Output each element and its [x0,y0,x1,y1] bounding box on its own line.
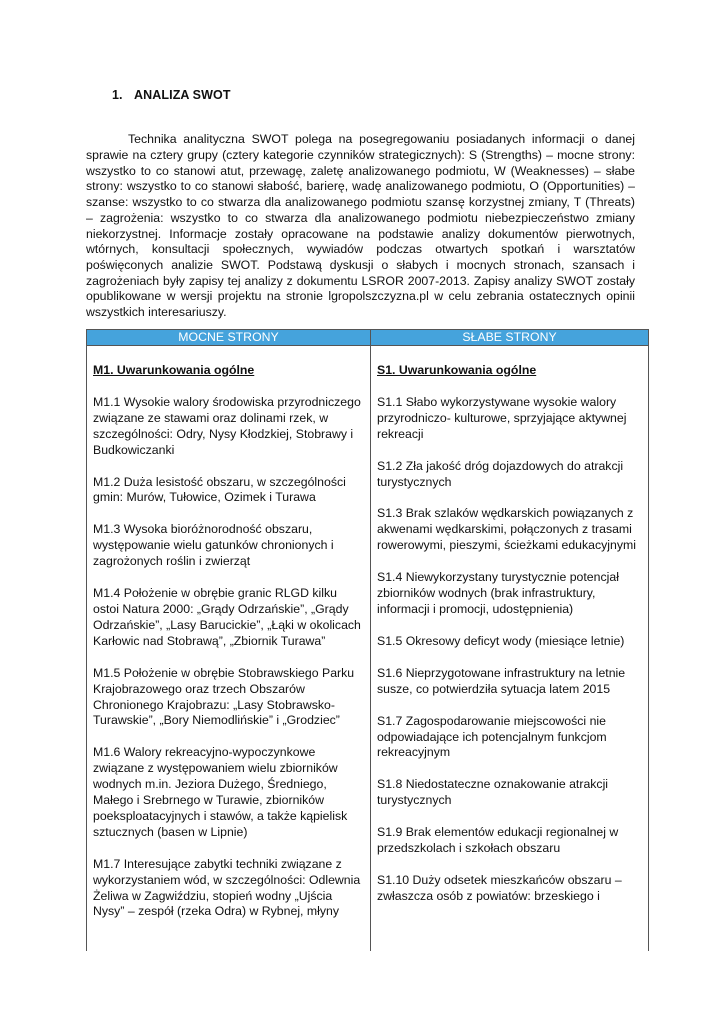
weakness-item: S1.10 Duży odsetek mieszkańców obszaru – zwłaszcza osób z powiatów: brzeskiego i [377,872,622,903]
weakness-item: S1.7 Zagospodarowanie miejscowości nie odpowiadające ich potencjalnym funkcjom rekreacyjnym [377,713,607,760]
weakness-item: S1.9 Brak elementów edukacji regionalnej w przedszkolach i szkołach obszaru [377,825,619,856]
swot-table [86,329,649,951]
weaknesses-column [371,346,649,952]
weakness-item: S1.5 Okresowy deficyt wody (miesiące letnie) [377,633,625,648]
weakness-item: S1.6 Nieprzygotowane infrastruktury na letnie susze, co potwierdziła sytuacja latem 2015 [377,665,626,696]
strength-item: M1.7 Interesujące zabytki techniki związane z wykorzystaniem wód, w szczególności: Odlewnia Żeliwa w Zagwiździu, stopień wodny „Ujścia Nysy” – zespół (rzeka Odra) w Rybnej, młyny [93,856,361,919]
strengths-column [87,346,371,952]
strength-item: M1.2 Duża lesistość obszaru, w szczególności gmin: Murów, Tułowice, Ozimek i Turawa [93,474,346,505]
weakness-item: S1.3 Brak szlaków wędkarskich powiązanych z akwenami wędkarskimi, połączonych z trasami rowerowymi, pieszymi, ścieżkami edukacyjnymi [377,506,636,553]
strengths-header: MOCNE STRONY [87,330,371,346]
weaknesses-header: SŁABE STRONY [371,330,649,346]
strength-item: M1.4 Położenie w obrębie granic RLGD kilku ostoi Natura 2000: „Grądy Odrzańskie”, „Grądy Odrzańskie”, „Lasy Barucickie”, „Łąki w okolicach Karłowic nad Stobrawą”, „Zbiornik Turawa” [93,586,361,648]
section-title: ANALIZA SWOT [134,88,231,102]
strength-item: M1.6 Walory rekreacyjno-wypoczynkowe związane z występowaniem wielu zbiorników wodnych m.in. Jeziora Dużego, Średniego, Małego i Srebrnego w Turawie, zbiorników poeksploatacyjnych i stawów, a także kąpielisk sztucznych (basen w Lipnie) [93,745,348,839]
strength-item: M1.5 Położenie w obrębie Stobrawskiego Parku Krajobrazowego oraz trzech Obszarów Chronionego Krajobrazu: „Lasy Stobrawsko-Turawskie”, „Bory Niemodlińskie” i „Grodziec” [93,665,355,728]
weaknesses-category: S1. Uwarunkowania ogólne [377,363,537,377]
strength-item: M1.3 Wysoka bioróżnorodność obszaru, występowanie wielu gatunków chronionych i zagrożonych roślin i zwierząt [93,522,334,569]
strengths-category: M1. Uwarunkowania ogólne [93,363,255,377]
strength-item: M1.1 Wysokie walory środowiska przyrodniczego związane ze stawami oraz dolinami rzek, w szczególności: Odry, Nysy Kłodzkiej, Stobrawy i Budkowiczanki [93,394,361,457]
section-heading [112,88,231,102]
weakness-item: S1.8 Niedostateczne oznakowanie atrakcji turystycznych [377,777,609,808]
intro-paragraph: Technika analityczna SWOT polega na posegregowaniu posiadanych informacji o danej sprawie na cztery grupy (cztery kategorie czynników strategicznych): S (Strengths) – mocne strony: wszystko to co stanowi atut, przewagę, zaletę analizowanego podmiotu, W (Weaknesses) – słabe strony: wszystko to co stanowi słabość, barierę, wadę analizowanego podmiotu, O (Opportunities) – szanse: wszystko to co stwarza dla analizowanego podmiotu szansę korzystnej zmiany, T (Threats) – zagrożenia: wszystko to co stwarza dla analizowanego podmiotu niebezpieczeństwo zmiany niekorzystnej. Informacje zostały opracowane na podstawie analizy dokumentów pierwotnych, wtórnych, konsultacji społecznych, wywiadów podczas otwartych spotkań i warsztatów poświęconych analizie SWOT. Podstawą dyskusji o słabych i mocnych stronach, szansach i zagrożeniach były zapisy tej analizy z dokumentu LSROR 2007-2013. Zapisy analizy SWOT zostały opublikowane w wersji projektu na stronie lgropolszczyzna.pl w celu zebrania ostatecznych opinii wszystkich interesariuszy. [86,132,635,320]
weakness-item: S1.2 Zła jakość dróg dojazdowych do atrakcji turystycznych [377,458,624,489]
weakness-item: S1.1 Słabo wykorzystywane wysokie walory przyrodniczo- kulturowe, sprzyjające aktywnej rekreacji [377,394,627,441]
weakness-item: S1.4 Niewykorzystany turystycznie potencjał zbiorników wodnych (brak infrastruktury, informacji i promocji, udostępnienia) [377,570,619,616]
section-number: 1. [112,88,123,102]
